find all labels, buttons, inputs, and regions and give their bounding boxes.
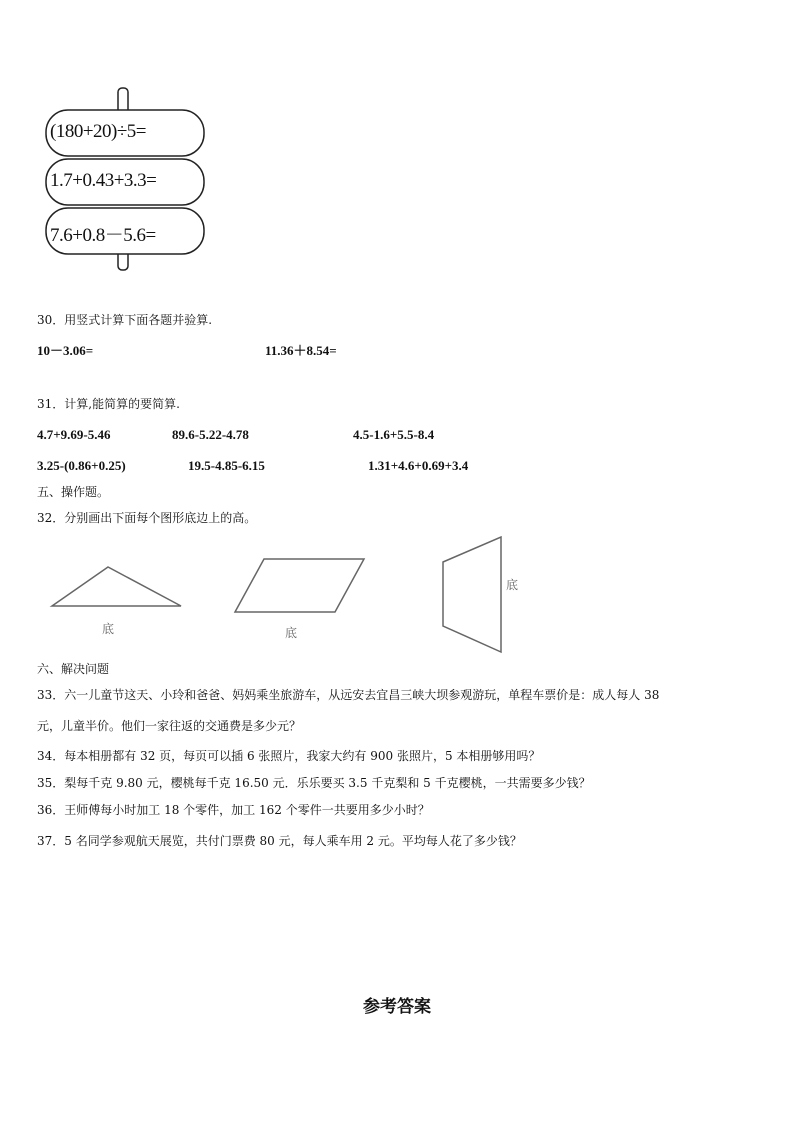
q31-r2-c1: 3.25-(0.86+0.25) [37, 458, 126, 473]
q37-text: 37．5 名同学参观航天展览，共付门票费 80 元，每人乘车用 2 元。平均每人花了多少钱？ [37, 834, 522, 848]
parallelogram-shape [235, 559, 364, 612]
section5-title: 五、操作题。 [37, 485, 110, 499]
q30-title: 30．用竖式计算下面各题并验算. [37, 313, 213, 327]
triangle-base-label: 底 [102, 622, 115, 636]
parallelogram-base-label: 底 [285, 626, 298, 640]
q36-text: 36．王师傅每小时加工 18 个零件，加工 162 个零件一共要用多少小时？ [37, 803, 430, 817]
q31-r2-c2: 19.5-4.85-6.15 [188, 458, 265, 473]
q33-line-2: 元，儿童半价。他们一家往返的交通费是多少元？ [37, 719, 302, 733]
trapezoid-shape [443, 537, 501, 652]
q30-item-1: 10－3.06= [37, 343, 94, 358]
q31-r1-c2: 89.6-5.22-4.78 [172, 427, 249, 442]
answer-title: 参考答案 [363, 997, 431, 1017]
trapezoid-base-label: 底 [506, 578, 519, 592]
q35-text: 35．梨每千克 9.80 元，樱桃每千克 16.50 元．乐乐要买 3.5 千克梨和 5 千克樱桃，一共需要多少钱？ [37, 776, 591, 790]
triangle-shape [52, 567, 181, 606]
q34-text: 34．每本相册都有 32 页，每页可以插 6 张照片，我家大约有 900 张照片，5 本相册够用吗？ [37, 749, 541, 763]
q32-text: 32．分别画出下面每个图形底边上的高。 [37, 511, 257, 525]
capsule-expression-3: 7.6+0.8－5.6= [50, 225, 156, 246]
shapes-figure [40, 528, 540, 663]
q31-r2-c3: 1.31+4.6+0.69+3.4 [368, 458, 469, 473]
q31-r1-c1: 4.7+9.69-5.46 [37, 427, 111, 442]
calculation-capsules [36, 86, 222, 272]
q31-title: 31．计算,能简算的要简算. [37, 397, 180, 411]
q31-r1-c3: 4.5-1.6+5.5-8.4 [353, 427, 435, 442]
q30-item-2: 11.36＋8.54= [265, 343, 337, 358]
shapes-drawing [40, 528, 540, 663]
section6-title: 六、解决问题 [37, 662, 110, 676]
q33-line-1: 33．六一儿童节这天、小玲和爸爸、妈妈乘坐旅游车，从远安去宜昌三峡大坝参观游玩，单程车票价是：成人每人 38 [37, 688, 660, 702]
capsule-expression-1: (180+20)÷5= [50, 121, 147, 142]
capsule-expression-2: 1.7+0.43+3.3= [50, 170, 157, 191]
